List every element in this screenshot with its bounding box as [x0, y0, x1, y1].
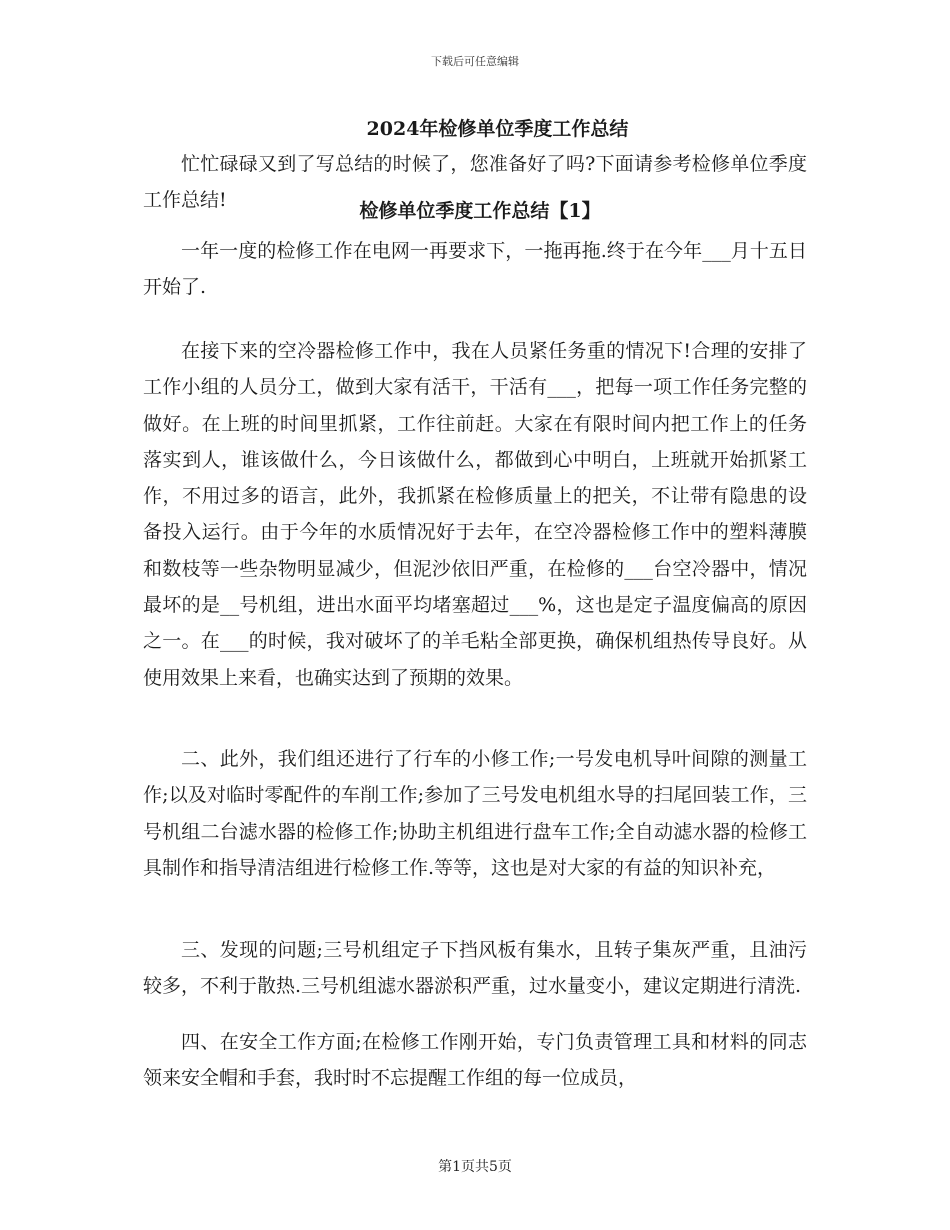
document-title: 2024年检修单位季度工作总结: [366, 118, 629, 140]
intro-paragraph: 忙忙碌碌又到了写总结的时候了，您准备好了吗?下面请参考检修单位季度工作总结!: [143, 153, 807, 212]
page-number: 第1页共5页: [438, 1159, 512, 1175]
body-paragraph: 三、发现的问题;三号机组定子下挡风板有集水，且转子集灰严重，且油污较多，不利于散热.三号机组滤水器淤积严重，过水量变小，建议定期进行清洗.: [143, 939, 807, 998]
body-paragraph: 四、在安全工作方面;在检修工作刚开始，专门负责管理工具和材料的同志领来安全帽和手套，我时时不忘提醒工作组的每一位成员，: [143, 1031, 807, 1090]
section-title: 检修单位季度工作总结【1】: [359, 200, 601, 222]
body-paragraph: 二、此外，我们组还进行了行车的小修工作;一号发电机导叶间隙的测量工作;以及对临时零配件的车削工作;参加了三号发电机组水导的扫尾回装工作，三号机组二台滤水器的检修工作;协助主机组进行盘车工作;全自动滤水器的检修工具制作和指导清洁组进行检修工作.等等，这也是对大家的有益的知识补充，: [143, 748, 807, 879]
body-paragraph: 在接下来的空冷器检修工作中，我在人员紧任务重的情况下!合理的安排了工作小组的人员分工，做到大家有活干，干活有___，把每一项工作任务完整的做好。在上班的时间里抓紧，工作往前赶。大家在有限时间内把工作上的任务落实到人，谁该做什么，今日该做什么，都做到心中明白，上班就开始抓紧工作，不用过多的语言，此外，我抓紧在检修质量上的把关，不让带有隐患的设备投入运行。由于今年的水质情况好于去年，在空冷器检修工作中的塑料薄膜和数枝等一些杂物明显减少，但泥沙依旧严重，在检修的___台空冷器中，情况最坏的是__号机组，进出水面平均堵塞超过___%，这也是定子温度偏高的原因之一。在___的时候，我对破坏了的羊毛粘全部更换，确保机组热传导良好。从使用效果上来看，也确实达到了预期的效果。: [143, 340, 807, 689]
body-paragraph: 一年一度的检修工作在电网一再要求下，一拖再拖.终于在今年___月十五日开始了.: [143, 240, 807, 299]
page-header: 下载后可任意编辑: [431, 55, 519, 68]
